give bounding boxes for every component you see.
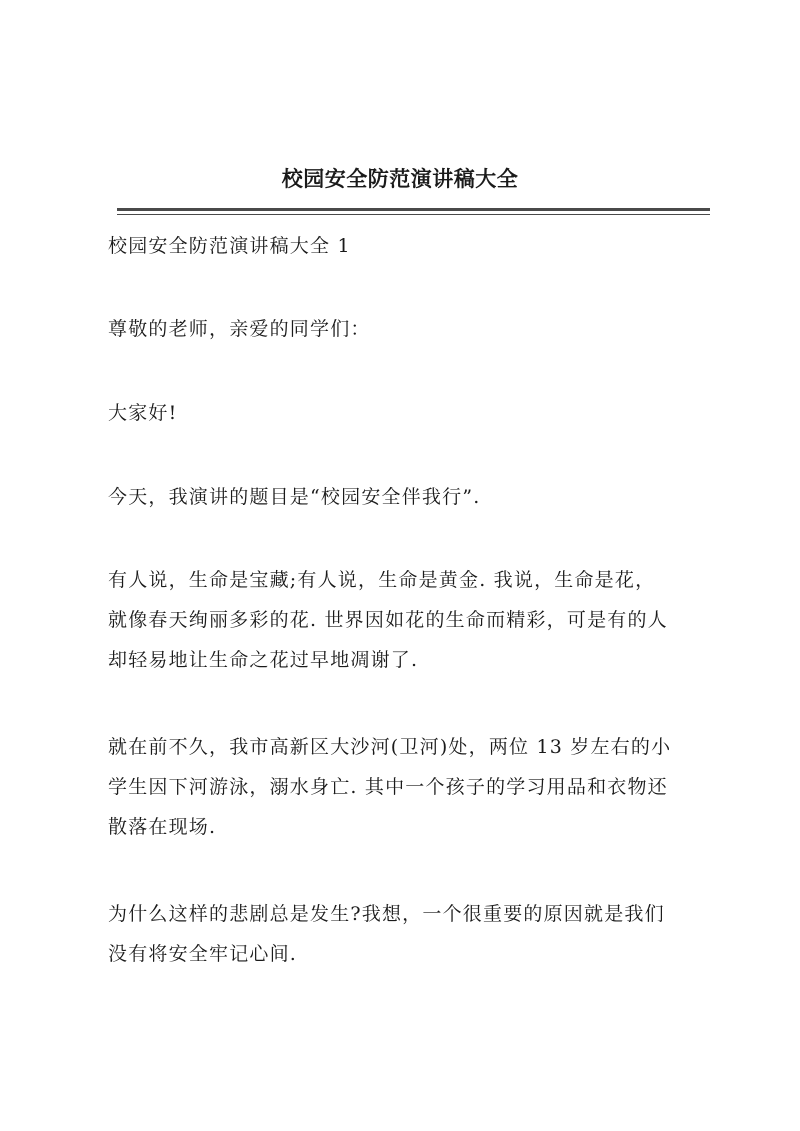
text-line: 散落在现场. (108, 816, 217, 838)
text-line: 没有将安全牢记心间. (108, 943, 298, 965)
text-line: 今天，我演讲的题目是“校园安全伴我行”. (108, 486, 481, 508)
text-line: 校园安全防范演讲稿大全 1 (108, 235, 351, 257)
text-line: 学生因下河游泳，溺水身亡. 其中一个孩子的学习用品和衣物还 (108, 776, 668, 798)
document-title: 校园安全防范演讲稿大全 (281, 166, 519, 191)
greeting-paragraph (108, 393, 718, 433)
text-line: 大家好! (108, 402, 178, 424)
salutation-paragraph (108, 309, 718, 349)
text-line: 尊敬的老师，亲爱的同学们： (108, 318, 371, 340)
text-line: 却轻易地让生命之花过早地凋谢了. (108, 649, 419, 671)
body-paragraph (108, 727, 718, 847)
section-heading (108, 226, 718, 266)
text-line: 为什么这样的悲剧总是发生?我想，一个很重要的原因就是我们 (108, 903, 665, 925)
body-paragraph (108, 560, 718, 680)
topic-paragraph (108, 477, 718, 517)
title-divider (117, 208, 710, 215)
body-paragraph (108, 894, 718, 974)
text-line: 就在前不久，我市高新区大沙河(卫河)处，两位 13 岁左右的小 (108, 736, 672, 758)
text-line: 有人说，生命是宝藏;有人说，生命是黄金. 我说，生命是花， (108, 569, 656, 591)
text-line: 就像春天绚丽多彩的花. 世界因如花的生命而精彩，可是有的人 (108, 609, 668, 631)
